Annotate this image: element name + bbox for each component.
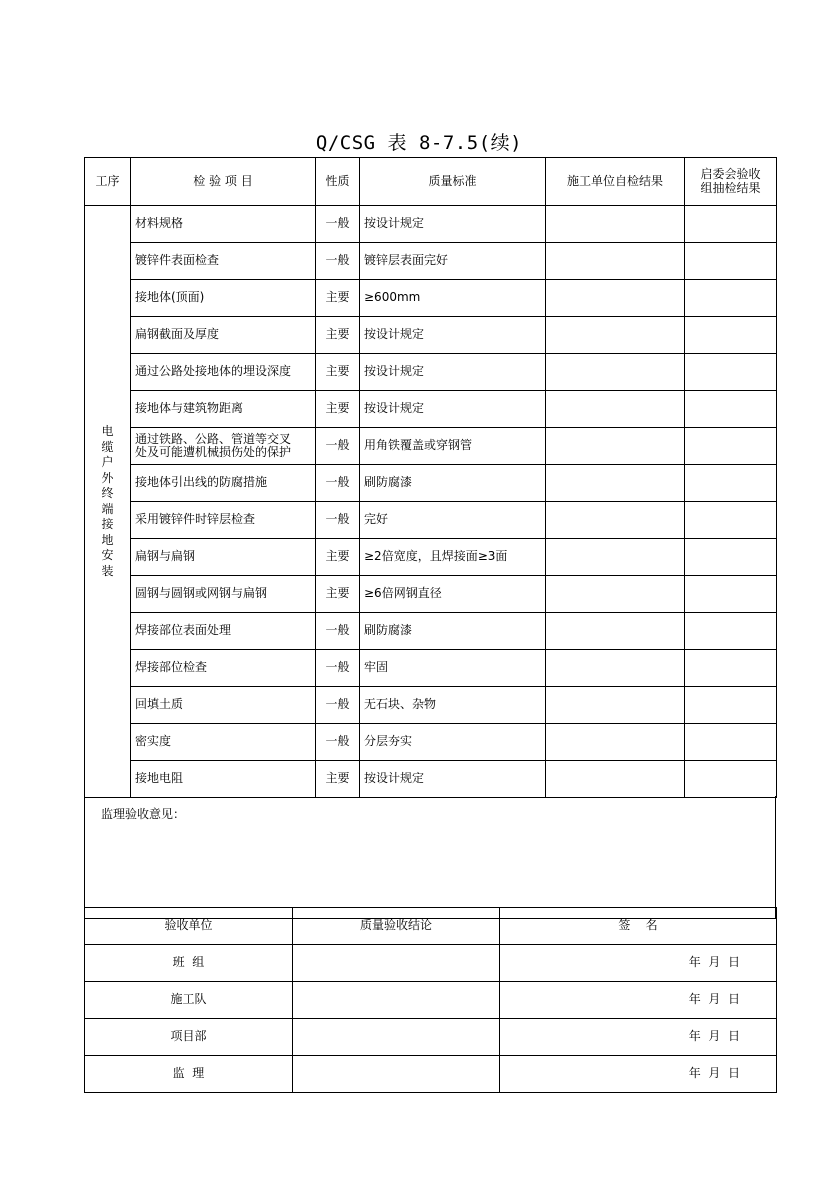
table-row — [85, 761, 777, 798]
table-row — [85, 576, 777, 613]
inspection-table — [84, 157, 777, 798]
header-committee-line2: 组抽检结果 — [700, 180, 761, 195]
standard-cell: 按设计规定 — [360, 391, 546, 428]
nature-cell: 主要 — [316, 317, 360, 354]
acceptance-unit: 施工队 — [85, 982, 293, 1019]
self-check-cell[interactable] — [546, 391, 685, 428]
item-cell: 接地体引出线的防腐措施 — [131, 465, 316, 502]
self-check-cell[interactable] — [546, 243, 685, 280]
process-name: 电缆户外终端接地安装 — [101, 424, 114, 578]
item-cell: 接地体(顶面) — [131, 280, 316, 317]
table-row — [85, 724, 777, 761]
acceptance-row — [85, 1056, 777, 1093]
standard-cell: 刷防腐漆 — [360, 465, 546, 502]
item-line1: 通过铁路、公路、管道等交叉 — [135, 432, 292, 446]
nature-cell: 一般 — [316, 502, 360, 539]
header-process: 工序 — [85, 158, 131, 206]
table-row — [85, 243, 777, 280]
acceptance-row — [85, 1019, 777, 1056]
acceptance-conclusion-cell[interactable] — [293, 1056, 500, 1093]
committee-cell[interactable] — [685, 206, 777, 243]
table-row — [85, 354, 777, 391]
standard-cell: 无石块、杂物 — [360, 687, 546, 724]
item-cell: 接地体与建筑物距离 — [131, 391, 316, 428]
header-item: 检 验 项 目 — [131, 158, 316, 206]
self-check-cell[interactable] — [546, 761, 685, 798]
acceptance-conclusion-cell[interactable] — [293, 945, 500, 982]
committee-cell[interactable] — [685, 761, 777, 798]
self-check-cell[interactable] — [546, 687, 685, 724]
standard-cell: 镀锌层表面完好 — [360, 243, 546, 280]
item-cell: 焊接部位检查 — [131, 650, 316, 687]
committee-cell[interactable] — [685, 317, 777, 354]
self-check-cell[interactable] — [546, 502, 685, 539]
standard-cell: 用角铁覆盖或穿钢管 — [360, 428, 546, 465]
nature-cell: 一般 — [316, 243, 360, 280]
acceptance-unit: 班 组 — [85, 945, 293, 982]
nature-cell: 一般 — [316, 465, 360, 502]
item-cell: 密实度 — [131, 724, 316, 761]
committee-cell[interactable] — [685, 243, 777, 280]
nature-cell: 主要 — [316, 761, 360, 798]
supervision-opinion-cell[interactable] — [85, 796, 776, 919]
table-row — [85, 465, 777, 502]
acceptance-row — [85, 982, 777, 1019]
standard-cell: 牢固 — [360, 650, 546, 687]
item-cell: 镀锌件表面检查 — [131, 243, 316, 280]
acceptance-date[interactable]: 年 月 日 — [500, 1019, 777, 1056]
process-cell — [85, 206, 131, 798]
table-row — [85, 206, 777, 243]
committee-cell[interactable] — [685, 280, 777, 317]
item-cell: 接地电阻 — [131, 761, 316, 798]
standard-cell: ≥2倍宽度，且焊接面≥3面 — [360, 539, 546, 576]
table-row — [85, 280, 777, 317]
acceptance-unit: 项目部 — [85, 1019, 293, 1056]
acceptance-date[interactable]: 年 月 日 — [500, 945, 777, 982]
nature-cell: 主要 — [316, 539, 360, 576]
acceptance-date[interactable]: 年 月 日 — [500, 982, 777, 1019]
self-check-cell[interactable] — [546, 354, 685, 391]
page-title: Q/CSG 表 8-7.5(续) — [315, 132, 523, 154]
committee-cell[interactable] — [685, 687, 777, 724]
nature-cell: 一般 — [316, 206, 360, 243]
table-row — [85, 317, 777, 354]
acceptance-unit: 监 理 — [85, 1056, 293, 1093]
table-header-row — [85, 158, 777, 206]
standard-cell: 按设计规定 — [360, 206, 546, 243]
committee-cell[interactable] — [685, 502, 777, 539]
nature-cell: 主要 — [316, 280, 360, 317]
table-row — [85, 650, 777, 687]
table-row — [85, 687, 777, 724]
item-cell: 通过公路处接地体的埋设深度 — [131, 354, 316, 391]
header-committee-line1: 启委会验收 — [700, 166, 761, 181]
committee-cell[interactable] — [685, 724, 777, 761]
table-row — [85, 391, 777, 428]
self-check-cell[interactable] — [546, 724, 685, 761]
standard-cell: 按设计规定 — [360, 761, 546, 798]
committee-cell[interactable] — [685, 650, 777, 687]
item-cell — [131, 428, 316, 465]
item-cell: 扁钢截面及厚度 — [131, 317, 316, 354]
committee-cell[interactable] — [685, 613, 777, 650]
item-cell: 材料规格 — [131, 206, 316, 243]
supervision-opinion-table — [84, 796, 776, 919]
item-cell: 扁钢与扁钢 — [131, 539, 316, 576]
acceptance-header-row — [85, 908, 777, 945]
header-standard: 质量标准 — [360, 158, 546, 206]
standard-cell: 完好 — [360, 502, 546, 539]
nature-cell: 一般 — [316, 650, 360, 687]
table-row — [85, 502, 777, 539]
item-line2: 处及可能遭机械损伤处的保护 — [135, 445, 292, 459]
table-row — [85, 613, 777, 650]
committee-cell[interactable] — [685, 428, 777, 465]
item-cell: 圆钢与圆钢或网钢与扁钢 — [131, 576, 316, 613]
self-check-cell[interactable] — [546, 576, 685, 613]
table-row — [85, 539, 777, 576]
item-cell: 回填土质 — [131, 687, 316, 724]
acceptance-conclusion-cell[interactable] — [293, 1019, 500, 1056]
committee-cell[interactable] — [685, 465, 777, 502]
header-committee — [685, 158, 777, 206]
header-nature: 性质 — [316, 158, 360, 206]
self-check-cell[interactable] — [546, 539, 685, 576]
standard-cell: ≥600mm — [360, 280, 546, 317]
nature-cell: 一般 — [316, 613, 360, 650]
self-check-cell[interactable] — [546, 280, 685, 317]
nature-cell: 主要 — [316, 576, 360, 613]
item-cell: 焊接部位表面处理 — [131, 613, 316, 650]
table-row — [85, 428, 777, 465]
acceptance-conclusion-header: 质量验收结论 — [293, 908, 500, 945]
self-check-cell[interactable] — [546, 465, 685, 502]
nature-cell: 一般 — [316, 428, 360, 465]
acceptance-date[interactable]: 年 月 日 — [500, 1056, 777, 1093]
acceptance-table — [84, 907, 777, 1093]
standard-cell: 按设计规定 — [360, 317, 546, 354]
self-check-cell[interactable] — [546, 206, 685, 243]
acceptance-row — [85, 945, 777, 982]
header-self-check: 施工单位自检结果 — [546, 158, 685, 206]
self-check-cell[interactable] — [546, 317, 685, 354]
self-check-cell[interactable] — [546, 428, 685, 465]
standard-cell: ≥6倍网钢直径 — [360, 576, 546, 613]
committee-cell[interactable] — [685, 354, 777, 391]
nature-cell: 一般 — [316, 687, 360, 724]
supervision-opinion-label: 监理验收意见： — [101, 807, 186, 821]
acceptance-unit-header: 验收单位 — [85, 908, 293, 945]
nature-cell: 一般 — [316, 724, 360, 761]
standard-cell: 分层夯实 — [360, 724, 546, 761]
self-check-cell[interactable] — [546, 613, 685, 650]
committee-cell[interactable] — [685, 539, 777, 576]
nature-cell: 主要 — [316, 391, 360, 428]
committee-cell[interactable] — [685, 391, 777, 428]
acceptance-signature-header: 签 名 — [500, 908, 777, 945]
committee-cell[interactable] — [685, 576, 777, 613]
standard-cell: 按设计规定 — [360, 354, 546, 391]
self-check-cell[interactable] — [546, 650, 685, 687]
nature-cell: 主要 — [316, 354, 360, 391]
item-cell: 采用镀锌件时锌层检查 — [131, 502, 316, 539]
standard-cell: 刷防腐漆 — [360, 613, 546, 650]
acceptance-conclusion-cell[interactable] — [293, 982, 500, 1019]
